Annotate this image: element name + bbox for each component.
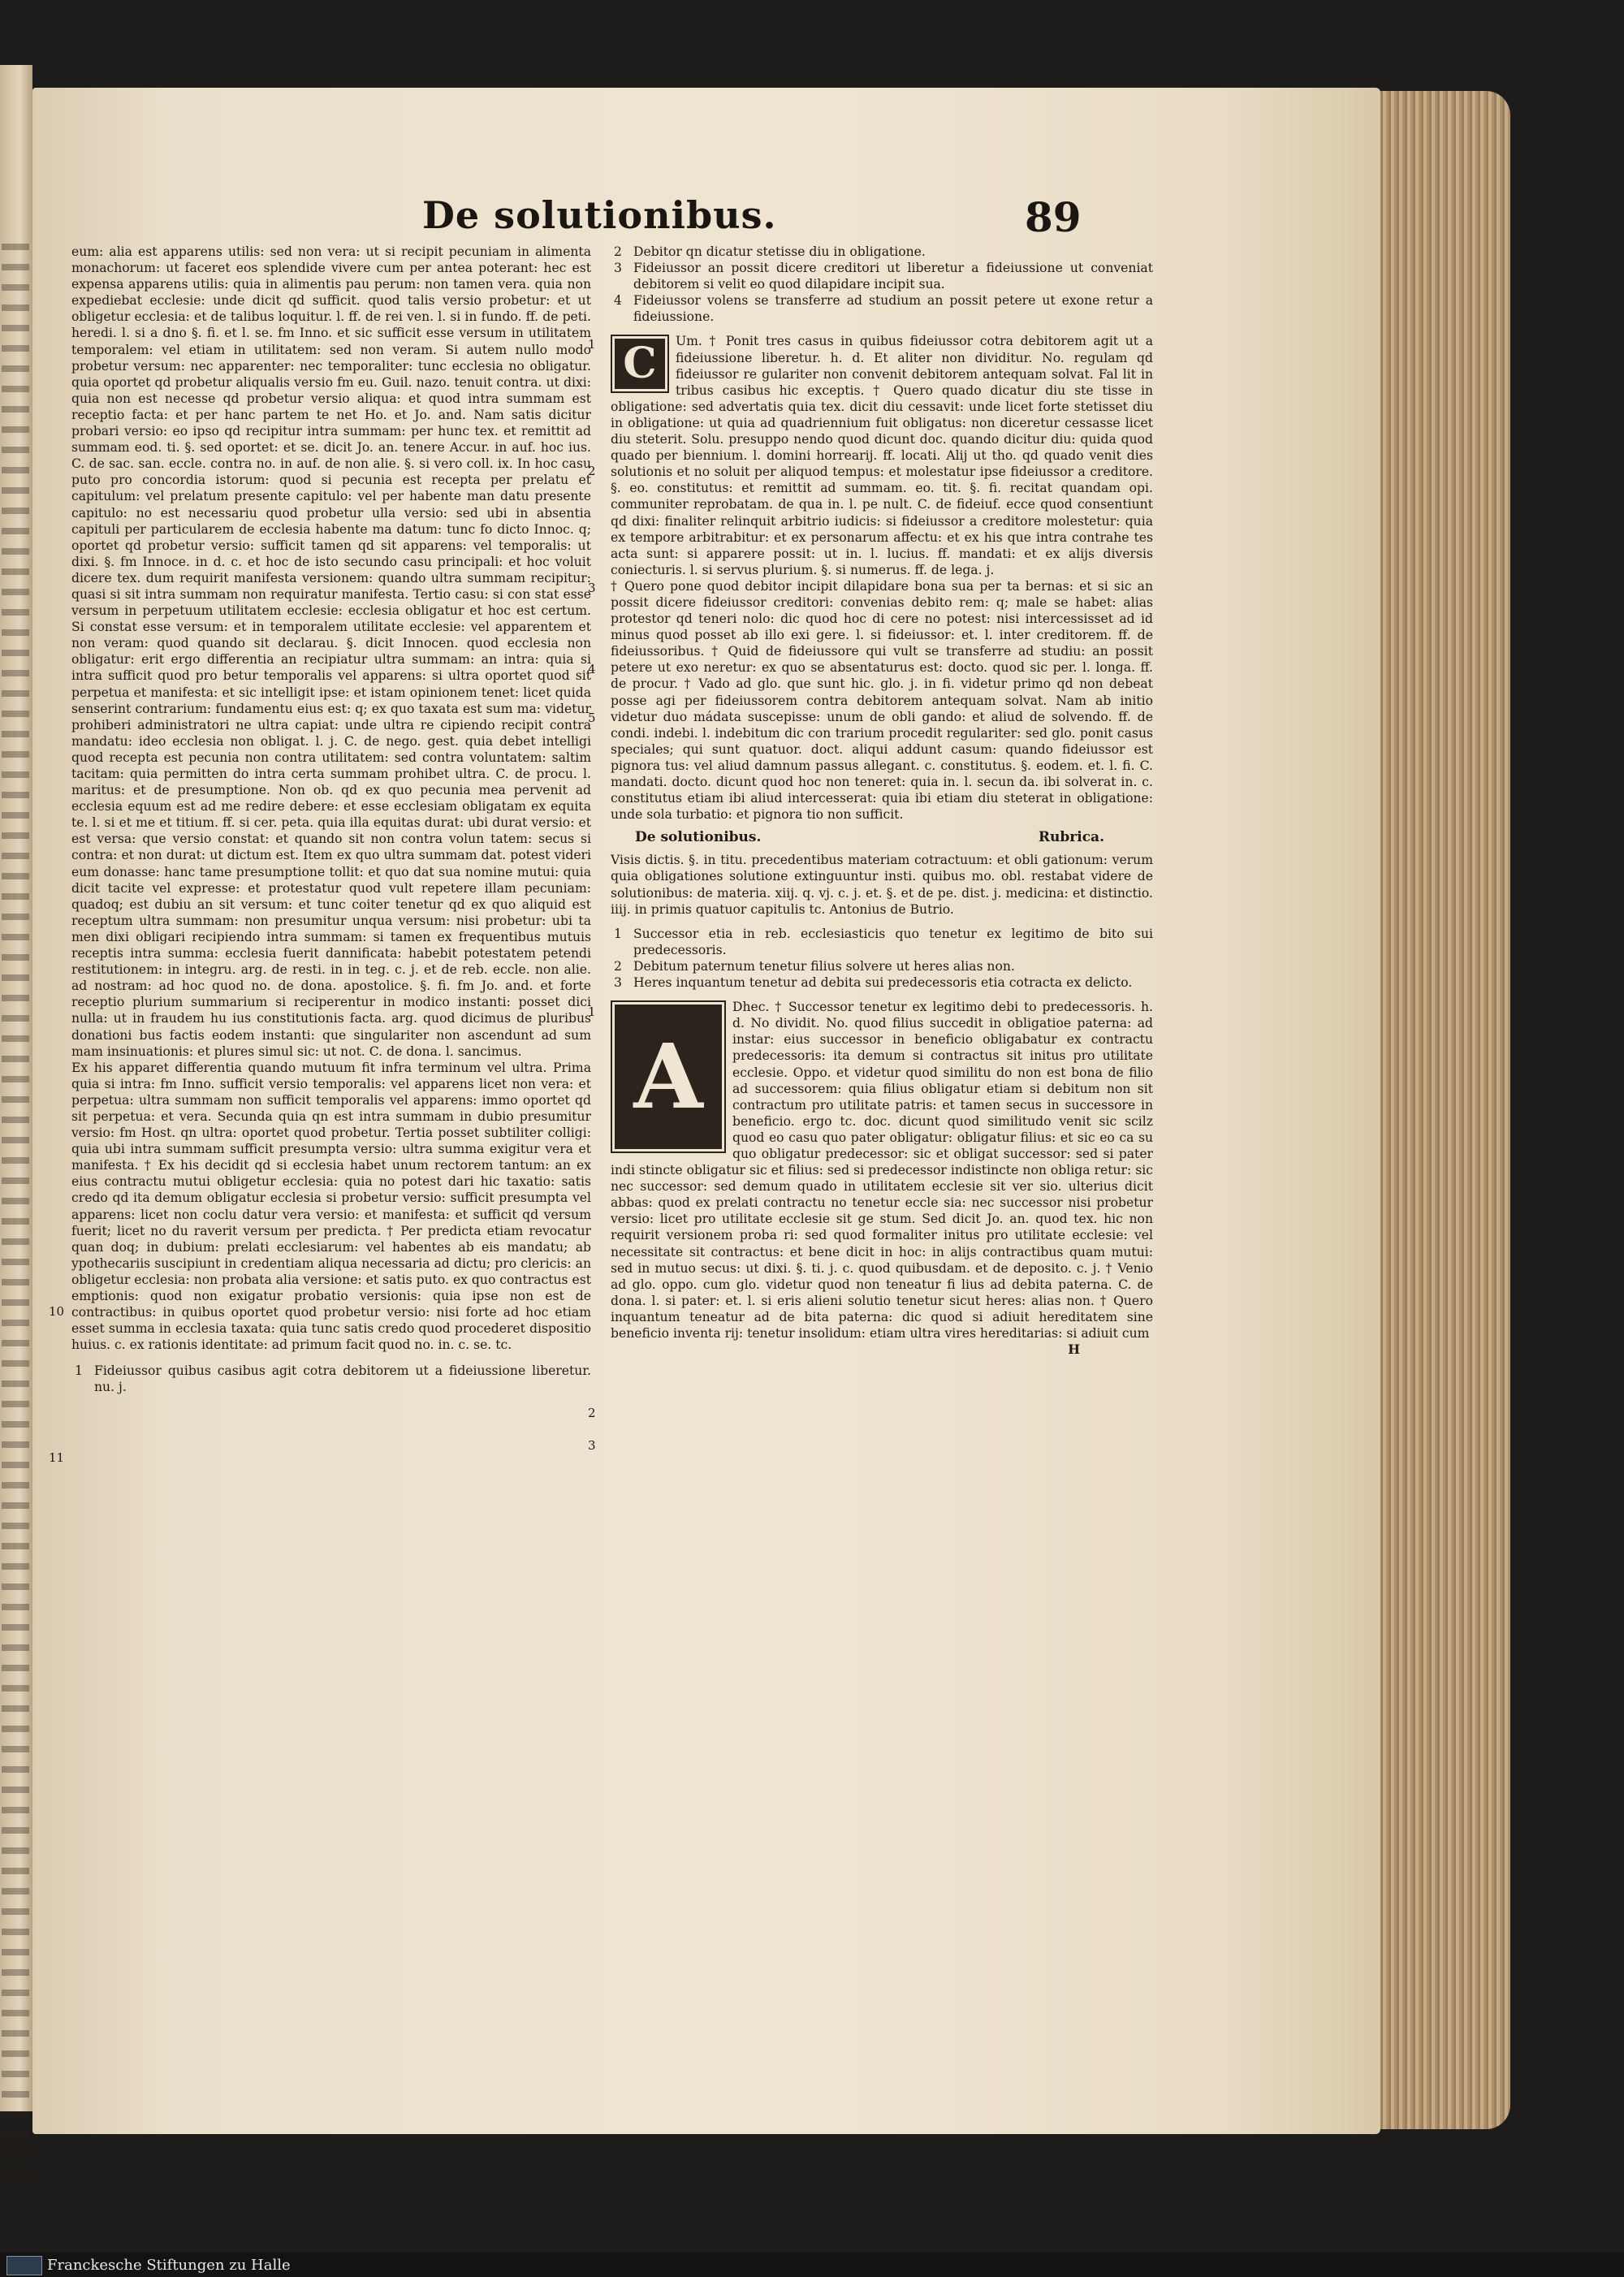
- intro-paragraph: Visis dictis. §. in titu. precedentibus materiam cotractuum: et obli gationum: verum quia obligationes solutione extinguuntur insti. quibus mo. obl. restabat videre de solutionibus: de materia. xiij. q. vj. c. j. et. §. et de pe. dist. j. medicina: et distinctio. iiij. in primis quatuor capitulis tc. Antonius de Butrio.: [611, 853, 1153, 917]
- decorated-initial-c: C: [611, 335, 669, 393]
- summary-text: Debitum paternum tenetur filius solvere ut heres alias non.: [633, 958, 1015, 974]
- left-closing-summary: [71, 1363, 591, 1395]
- summary-text: Fideiussor an possit dicere creditori ut liberetur a fideiussione ut conveniat debitorem si velit eo quod dilapidare incipit sua.: [633, 261, 1153, 292]
- decorated-initial-a: A: [611, 1000, 726, 1153]
- summary-number: 1: [614, 926, 622, 941]
- page-stack-edge: [1380, 91, 1510, 2129]
- commentary-block-2: [588, 578, 1153, 823]
- summary-item: [611, 958, 1153, 974]
- paragraph-number: 3: [588, 1438, 596, 1454]
- paragraph-number: 4: [588, 661, 596, 676]
- summary-number: 2: [614, 244, 622, 259]
- commentary-paragraph-2: † Quero pone quod debitor incipit dilapidare bona sua per ta bernas: et si sic an possit dicere fideiussor creditori: convenias debito rem: q; male se habet: alias protestor qd teneri nolo: dic quod hoc di cere no potest: nisi intercessisset ad id minus quod posset ab illo exi gere. l. si fideiussor: et. l. inter creditorem. ff. de fideiussoribus. † Quid de fideiussore qui vult se transferre ad studiu: an possit petere ut exo neretur: ex quo se absentaturus est: docto. quod sic per. l. longa. ff. de procur. † Vado ad glo. que sunt hic. glo. j. in fi. videtur primo qd non debeat posse agi per fideiussorem contra debitorem antequam solvat. Nam ab initio videtur duo mádata suscepisse: unum de obli gando: et aliud de solvendo. ff. de condi. indebi. l. indebitum dic con trarium procedit regulariter: sed glo. ponit casus speciales; qui sunt quatuor. doct. aliqui addunt casum: quando fideiussor est pignora tus: vel aliud damnum passus allegant. c. constitutus. §. eodem. et. l. fi. C. mandati. docto. dicunt quod hoc non teneret: quia in. l. secun da. ibi solverat in. c. constitutus etiam ibi aliud intercesserat: quia ibi etiam diu steterat in obligatione: unde sola turbatio: et pignora tio non sufficit.: [611, 578, 1153, 823]
- paragraph-number: 5: [588, 710, 596, 725]
- margin-number-11: 11: [49, 1450, 65, 1465]
- summary-text: Heres inquantum tenetur ad debita sui predecessoris etia cotracta ex delicto.: [633, 975, 1133, 991]
- summary-text: Successor etia in reb. ecclesiasticis quo tenetur ex legitimo de bito sui predecessoris.: [633, 926, 1153, 957]
- paragraph-number: 2: [588, 464, 596, 479]
- summary-number: 3: [614, 261, 622, 276]
- paragraph-number: 1: [588, 1005, 596, 1020]
- summary-number: 1: [75, 1363, 83, 1379]
- rubric-heading: [611, 823, 1153, 852]
- institution-logo-icon: [6, 2256, 42, 2275]
- paragraph-number: 3: [588, 580, 596, 595]
- rubric-title: De solutionibus.: [635, 829, 762, 846]
- summary-text: Fideiussor volens se transferre ad studium an possit petere ut exone retur a fideiussione.: [633, 293, 1153, 325]
- right-text-column: [588, 244, 1153, 1454]
- left-paragraph-1: eum: alia est apparens utilis: sed non vera: ut si recipit pecuniam in alimenta monachorum: ut faceret eos splendide vivere cum per antea poterant: hec est expensa apparens utilis: quia in alimentis pau perum: non tamen vera. quia non expediebat ecclesie: unde dicit qd sufficit. quod talis versio probetur: et ut obligetur ecclesia: et de talibus loquitur. l. ff. de rei ven. l. si in fundo. ff. de peti. heredi. l. si a dno §. fi. et l. se. fm Inno. et sic sufficit esse versum in utilitatem temporalem: vel etiam in utilitatem: sed non veram. Si autem nullo modo probetur versum: nec apparenter: nec temporaliter: tunc ecclesia no obligatur. quia oportet qd probetur aliqualis versio fm eu. Guil. nazo. tenuit contra. ut dixi: quia non est necesse qd probetur versio aliqua: et quod intra summam est receptio facta: et per hanc partem te net Ho. et Jo. and. Nam satis dicitur probari versio: eo ipso qd recipitur intra summam: per hunc tex. et remittit ad summam eod. ti. §. sed oportet: et se. dicit Jo. an. tenere Accur. in auf. hoc ius. C. de sac. san. eccle. contra no. in auf. de non alie. §. si vero coll. ix. In hoc casu puto pro concordia istorum: quod si pecunia est recepta per prelatu et capitulum: vel prelatum presente capitulo: vel per habente man datu presente capitulo: no est necessariu quod probetur ulla versio: sed ubi in absentia capituli per particularem de ecclesia habente ma datum: tunc fo dicto Innoc. q; oportet qd probetur versio: sufficit tamen qd sit apparens: vel temporalis: ut dixi. §. fm Innoce. in d. c. et hoc de isto secundo casu principali: et hoc voluit dicere tex. dum requirit manifesta versionem: quando ultra summam recipitur: quasi si sit intra summam non requiratur manifesta. Tertio casu: si con stat esse versum in perpetuum utilitatem ecclesie: ecclesia obligatur et hoc est certum. Si constat esse versum: et in temporalem utilitate ecclesie: vel apparentem et non veram: quod quando sit declarau. §. dicit Innocen. quod ecclesia non obligatur: erit ergo differentia an recipiatur ultra summam: an intra: quia si intra sufficit quod pro betur temporalis vel apparens: si ultra oportet quod sit perpetua et manifesta: et sic intelligit ipse: et istam opinionem tenet: licet quida senserint contrarium: fundamentu eius est: q; ex quo taxata est sum ma: videtur prohiberi administratori ne ultra capiat: unde ultra re cipiendo recipit contra mandatu: ideo ecclesia non obligat. l. j. C. de nego. gest. quia debet intelligi quod recepta est pecunia non contra utilitatem: sed contra voluntatem: saltim tacitam: quia permitten do intra certa summam prohibet ultra. C. de procu. l. maritus: et de presumptione. Non ob. qd ex quo pecunia mea pervenit ad ecclesia equum est ad me redire debere: et esse ecclesiam obligatam ex equita te. l. si et me et titium. ff. si cer. peta. quia illa equitas durat: ubi durat versio: et est versa: que versio constat: et quando sit non contra volun tatem: secus si contra: et non durat: ut dictum est. Item ex quo ultra summam dat. potest videri eum donasse: hanc tame presumptione tollit: et quo dat sua nomine mutui: quia dicit tacite vel expresse: et protestatur quod vult repetere illam pecuniam: quadoq; est dubiu an sit versum: et tunc coiter tenetur qd ex quo aliquid est receptum ultra summam: non presumitur unqua versum: nisi probetur: ubi ta men dixi obligari recipiendo intra summam: si tamen ex frequentibus mutuis receptis intra summa: ecclesia fuerit dannificata: habebit potestatem petendi restitutionem: in integru. arg. de resti. in in teg. c. j. et de reb. eccle. non alie. ad nostram: ad hoc quod no. de dona. apostolice. §. fi. fm Jo. and. et forte receptio plurium summarium si reciperentur in modico instanti: posset dici nulla: ut in fraudem hu ius constitutionis facta. arg. quod dicimus de pluribus donationi bus factis eodem instanti: que singulariter non ascendunt ad sum mam insinuationis: et plures simul sic: ut not. C. de dona. l. sancimus.: [71, 244, 591, 1059]
- commentary-block-1: [588, 333, 1153, 577]
- summary-text: Debitor qn dicatur stetisse diu in obligatione.: [633, 244, 926, 259]
- paragraph-number: 2: [588, 1406, 596, 1421]
- summary-item: [611, 974, 1153, 991]
- summary-item: [611, 260, 1153, 292]
- paragraph-number: 1: [588, 337, 596, 352]
- footer-credit: Franckesche Stiftungen zu Halle: [47, 2257, 291, 2274]
- summary-item: [611, 926, 1153, 958]
- left-paragraph-2: Ex his apparet differentia quando mutuum fit infra terminum vel ultra. Prima quia si intra: fm Inno. sufficit versio temporalis: vel apparens licet non vera: et perpetua: ultra summam non sufficit temporalis vel apparens: immo oportet qd sit perpetua: et vera. Secunda quia qn est intra summam in dubio presumitur versio: fm Host. qn ultra: oportet quod probetur. Tertia posset subtiliter colligi: quia ubi intra summam sufficit presumpta versio: ultra summa exigitur vera et manifesta. † Ex his decidit qd si ecclesia habet unum rectorem tantum: an ex eius contractu mutui obligetur ecclesia: quia no potest dari hic taxatio: satis credo qd ita demum obligatur ecclesia si probetur versio: sufficit presumpta vel apparens: licet non coclu datur vera versio: et manifesta: et sufficit qd versum fuerit; licet no du raverit versum per predicta. † Per predicta etiam revocatur quan doq; in dubium: prelati ecclesiarum: vel habentes ab eis mandatu; ab ypothecariis suscipiunt in credentiam aliqua necessaria ad dictu; pro clericis: an obligetur ecclesia: non probata alia versione: et satis puto. ex quo contractus est emptionis: quod non exigatur probatio versionis: quia ipse non est de contractibus: in quibus oportet quod probetur versio: nisi forte ad hoc etiam esset summa in ecclesia taxata: quia tunc satis credo quod procederet dispositio huius. c. ex rationis identitate: ad primum facit quod no. in. c. se. tc.: [71, 1060, 591, 1353]
- summary-item: [611, 292, 1153, 325]
- running-title: De solutionibus.: [422, 193, 777, 237]
- catchword: H: [1068, 1342, 1080, 1358]
- commentary-paragraph-1: Um. † Ponit tres casus in quibus fideiussor cotra debitorem agit ut a fideiussione liberetur. h. d. Et aliter non dividitur. No. regulam qd fideiussor re gulariter non convenit debitorem antequam solvat. Fal lit in tribus casibus hic exceptis. † Quero quado dicatur diu ste tisse in obligatione: sed advertatis quia tex. dicit diu cessavit: unde licet forte stetisset diu in obligatione: ut quia ad quadriennium fuit obligatus: non diceretur cessasse licet diu steterit. Solu. presuppo nendo quod dicunt doc. quando dicitur diu: quida quod quado per biennium. l. domini horrearij. ff. locati. Alij ut tho. qd quado venit dies solutionis et no soluit per aliquod tempus: et molestatur ipse fideiussor a creditore. §. eo. constitutus: et remittit ad summam. eo. tit. §. fi. recitat quandam opi. communiter reprobatam. de qua in. l. pe nult. C. de fideiuf. ecce quod consentiunt qd dixi: finaliter relinquit arbitrio iudicis: si fideiussor a creditore molestetur: quia ex tempore arbitrabitur: et ex personarum affectu: et ex his que intra contrahe tes acta sunt: si apparere possit: ut in. l. lucius. ff. mandati: et ex alijs diversis coniecturis. l. si servus plurium. §. si numerus. ff. de lega. j.: [611, 334, 1153, 577]
- commentary-block-3: [588, 999, 1153, 1454]
- summary-item: [611, 244, 1153, 260]
- commentary-paragraph-3: Dhec. † Successor tenetur ex legitimo debi to predecessoris. h. d. No dividit. No. quod filius succedit in obligatioe paterna: ad instar: eius successor in beneficio obligabatur ex contractu predecessoris: ita demum si contractus sit initus pro utilitate ecclesie. Oppo. et videtur quod similitu do non est bona de filio ad successorem: quia filius obligatur etiam si debitum non sit contractum pro utilitate patris: et tamen secus in successore in beneficio. ergo tc. doc. dicunt quod similitudo venit sic scilz quod eo casu quo pater obligatur: obligatur filius: et sic eo ca su quo obligatur predecessor: sic et obligat successor: sed si pater indi stincte obligatur sic et filius: sed si predecessor indistincte non obliga retur: sic nec successor: sed demum quado in utilitatem ecclesie sit ver sio. ulterius dicit abbas: quod ex prelati contractu no tenetur eccle sia: nec successor nisi probetur versio: licet pro utilitate ecclesie sit ge stum. Sed dicit Jo. an. quod tex. hic non requirit versionem proba ri: sed quod formaliter initus pro utilitate ecclesie: vel necessitate sit contractus: et bene dicit in hoc: in alijs contractibus quam mutui: sed in mutuo secus: ut dixi. §. ti. j. c. quod quibusdam. et de deposito. c. j. † Venio ad glo. oppo. cum glo. videtur quod non teneatur fi lius ad debita paterna. C. de dona. l. si pater: et. l. si eris alieni solutio tenetur sicut heres: alias non. † Quero inquantum teneatur ad de bita paterna: dic quod si adiuit hereditatem sine beneficio inventa rij: tenetur insolidum: etiam ultra vires hereditarias: si adiuit cum: [611, 1000, 1153, 1341]
- summary-number: 3: [614, 975, 622, 991]
- previous-page-edge: [0, 65, 32, 2111]
- margin-number-10: 10: [49, 1303, 65, 1319]
- left-text-column: [49, 244, 591, 1465]
- folio-number: 89: [1025, 193, 1082, 241]
- rubric-label: Rubrica.: [1038, 829, 1104, 846]
- summary-text: Fideiussor quibus casibus agit cotra debitorem ut a fideiussione liberetur. nu. j.: [94, 1363, 591, 1395]
- summary-number: 4: [614, 293, 622, 309]
- summary-number: 2: [614, 958, 622, 974]
